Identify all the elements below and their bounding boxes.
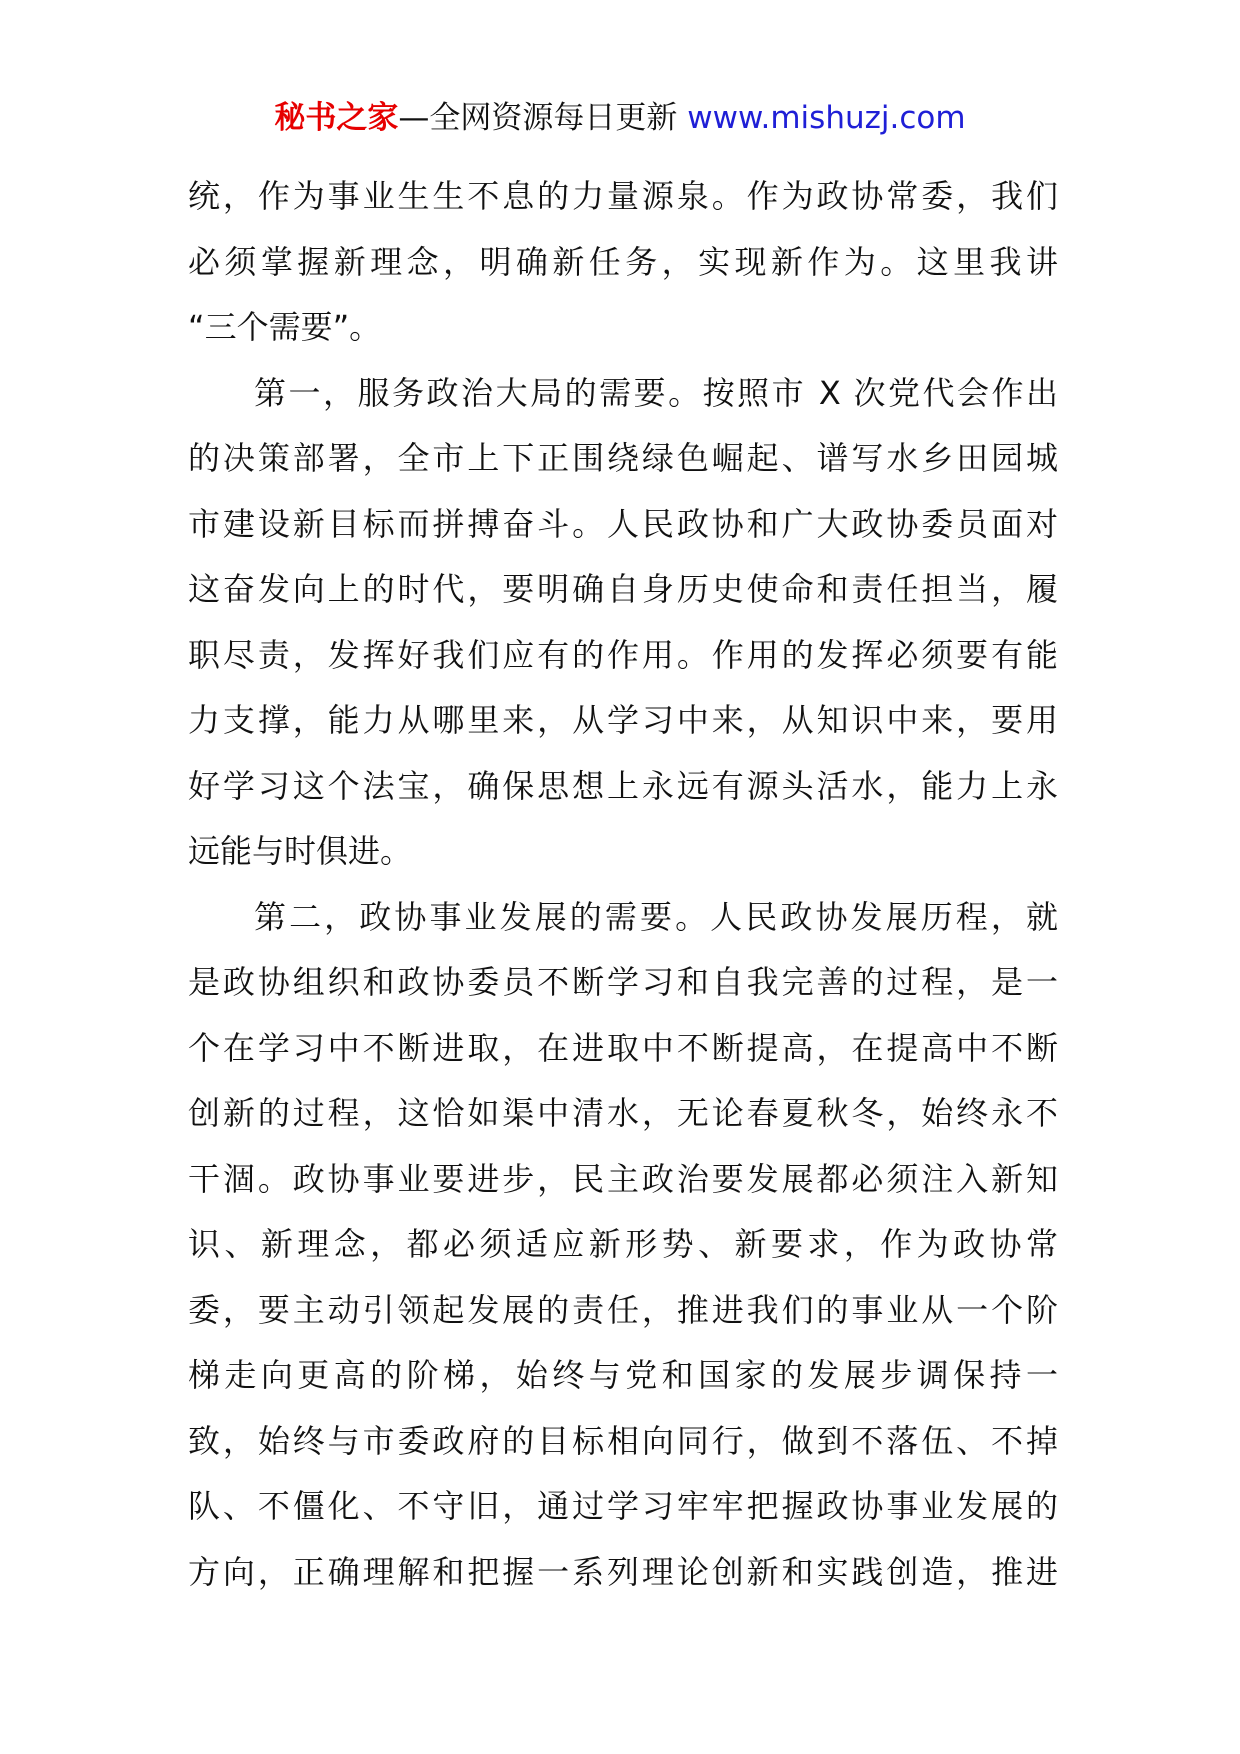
text-line: 好学习这个法宝，确保思想上永远有源头活水，能力上永 [188, 766, 1058, 805]
text-line: 远能与时俱进。 [188, 832, 413, 870]
text-line: “三个需要”。 [188, 308, 382, 346]
text-line: 方向，正确理解和把握一系列理论创新和实践创造，推进 [188, 1552, 1058, 1591]
text-line: 队、不僵化、不守旧，通过学习牢牢把握政协事业发展的 [188, 1487, 1058, 1525]
site-header [0, 98, 1240, 138]
text-line: 是政协组织和政协委员不断学习和自我完善的过程，是一 [188, 963, 1058, 1001]
text-line: 市建设新目标而拼搏奋斗。人民政协和广大政协委员面对 [188, 504, 1058, 543]
text-line: 识、新理念，都必须适应新形势、新要求，作为政协常 [188, 1225, 1058, 1263]
text-line: 统，作为事业生生不息的力量源泉。作为政协常委，我们 [188, 177, 1058, 215]
text-line: 梯走向更高的阶梯，始终与党和国家的发展步调保持一 [188, 1356, 1058, 1394]
text-line: 的决策部署，全市上下正围绕绿色崛起、谱写水乡田园城 [188, 439, 1058, 477]
text-line: 致，始终与市委政府的目标相向同行，做到不落伍、不掉 [188, 1421, 1058, 1460]
site-tagline: —全网资源每日更新 [398, 100, 678, 136]
text-line: 这奋发向上的时代，要明确自身历史使命和责任担当，履 [188, 570, 1058, 608]
paragraph-first-line: 第二，政协事业发展的需要。人民政协发展历程，就 [254, 897, 1058, 936]
text-line: 职尽责，发挥好我们应有的作用。作用的发挥必须要有能 [188, 635, 1058, 674]
paragraph-first-line: 第一，服务政治大局的需要。按照市 X 次党代会作出 [254, 373, 1058, 412]
text-line: 力支撑，能力从哪里来，从学习中来，从知识中来，要用 [188, 701, 1058, 739]
text-line: 个在学习中不断进取，在进取中不断提高，在提高中不断 [188, 1028, 1058, 1067]
site-url-link[interactable]: www.mishuzj.com [687, 100, 966, 136]
site-brand: 秘书之家 [274, 100, 399, 136]
text-line: 必须掌握新理念，明确新任务，实现新作为。这里我讲 [188, 242, 1058, 281]
text-line: 干涸。政协事业要进步，民主政治要发展都必须注入新知 [188, 1159, 1058, 1198]
text-line: 委，要主动引领起发展的责任，推进我们的事业从一个阶 [188, 1290, 1058, 1329]
document-body [188, 164, 1058, 1605]
text-line: 创新的过程，这恰如渠中清水，无论春夏秋冬，始终永不 [188, 1094, 1058, 1132]
